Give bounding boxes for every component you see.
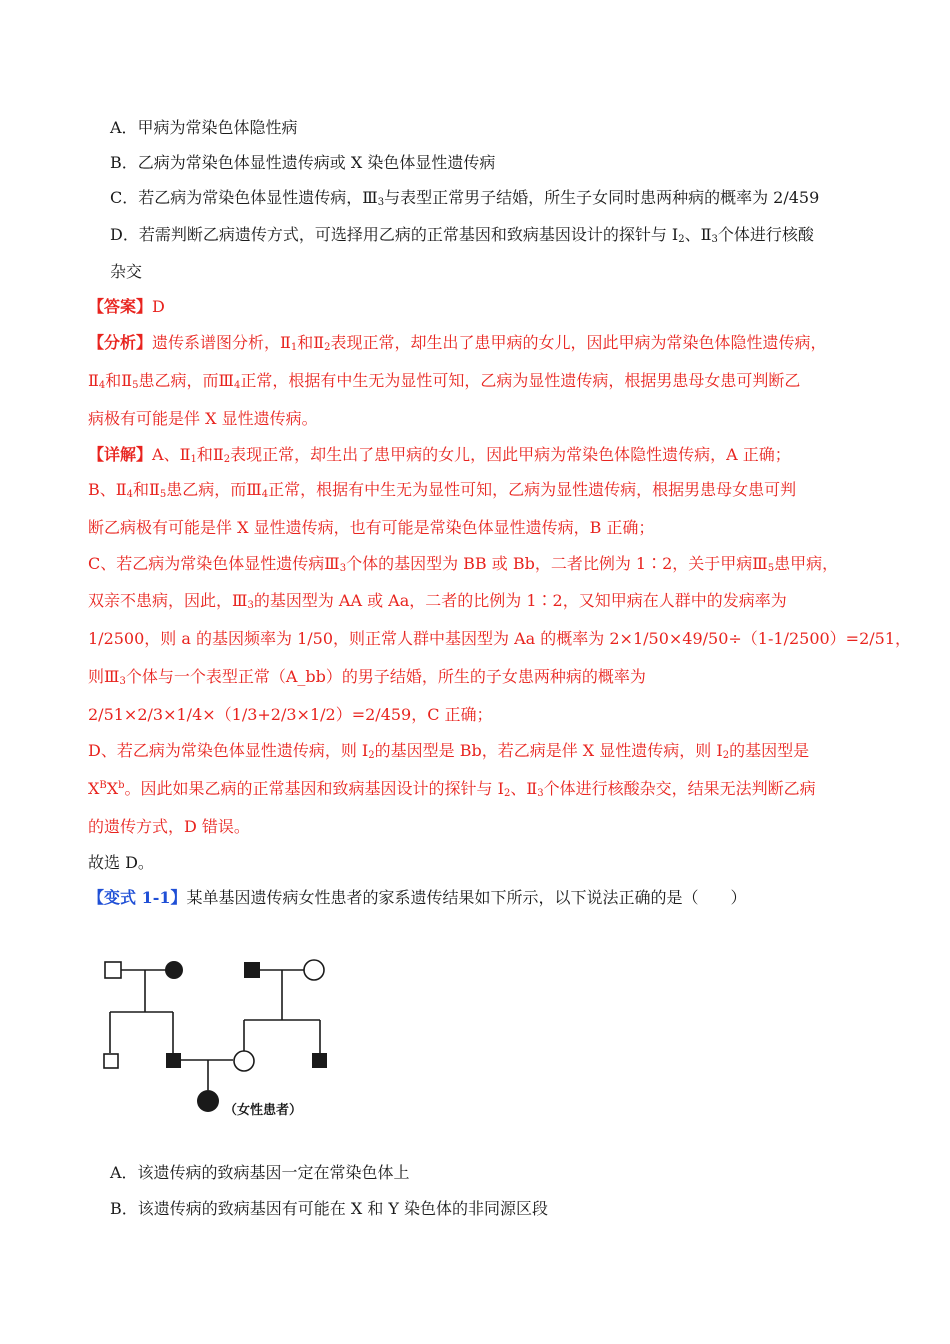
analysis-line-2: $Ⅱ_4$和$Ⅱ_5$患乙病，而$Ⅲ_4$正常，根据有中生无为显性可知，乙病为显性遗传病，根据男患母女患可判断乙 <box>88 371 801 391</box>
detail-c-1: C、若乙病为常染色体显性遗传病$Ⅲ_3$个体的基因型为 BB 或 Bb，二者比例为 1∶2，关于甲病$Ⅲ_5$患甲病， <box>88 554 839 574</box>
detail-d-1: D、若乙病为常染色体显性遗传病，则 $I_2$的基因型是 Bb，若乙病是伴 X 显性遗传病，则 $I_2$的基因型是 <box>88 741 810 761</box>
normal-female-I4 <box>304 960 324 980</box>
detail-d-2: $X^BX^b$。因此如果乙病的正常基因和致病基因设计的探针与 $I_2$、$Ⅱ_3$个体进行核酸杂交，结果无法判断乙病 <box>88 779 816 799</box>
variant-label: 【变式 1-1】 <box>88 888 187 907</box>
pedigree-diagram <box>90 950 350 1130</box>
answer-label: 【答案】 <box>88 297 153 316</box>
option-d: D．若需判断乙病遗传方式，可选择用乙病的正常基因和致病基因设计的探针与 $I_2$、$Ⅱ_3$个体进行核酸 <box>110 225 814 245</box>
affected-female-I2 <box>165 961 183 979</box>
affected-male-II4 <box>312 1053 327 1068</box>
answer-value: D <box>152 297 165 316</box>
detail-b-2: 断乙病极有可能是伴 X 显性遗传病，也有可能是常染色体显性遗传病，B 正确； <box>88 518 655 537</box>
detail-b-1: B、$Ⅱ_4$和$Ⅱ_5$患乙病，而$Ⅲ_4$正常，根据有中生无为显性可知，乙病为显性遗传病，根据男患母女患可判 <box>88 480 797 500</box>
variant-question: 【变式 1-1】某单基因遗传病女性患者的家系遗传结果如下所示，以下说法正确的是（ ） <box>88 888 747 907</box>
detail-d-3: 的遗传方式，D 错误。 <box>88 817 250 836</box>
detail-a: 【详解】A、$Ⅱ_1$和$Ⅱ_2$表现正常，却生出了患甲病的女儿，因此甲病为常染色体隐性遗传病，A 正确； <box>88 445 791 465</box>
variant-option-b: B．该遗传病的致病基因有可能在 X 和 Y 染色体的非同源区段 <box>110 1199 549 1218</box>
option-a: A．甲病为常染色体隐性病 <box>110 118 298 137</box>
affected-female-III1 <box>197 1090 219 1112</box>
detail-c-2: 双亲不患病，因此，$Ⅲ_3$的基因型为 AA 或 Aa，二者的比例为 1∶2，又知甲病在人群中的发病率为 <box>88 591 787 611</box>
option-d-continued: 杂交 <box>110 262 143 281</box>
detail-c-3: 1/2500，则 a 的基因频率为 1/50，则正常人群中基因型为 Aa 的概率为 2×1/50×49/50÷（1-1/2500）=2/51， <box>88 629 912 648</box>
affected-male-II2 <box>166 1053 181 1068</box>
analysis-line-3: 病极有可能是伴 X 显性遗传病。 <box>88 409 318 428</box>
detail-c-4: 则$Ⅲ_3$个体与一个表型正常（A_bb）的男子结婚，所生的子女患两种病的概率为 <box>88 667 646 687</box>
normal-female-II3 <box>234 1051 254 1071</box>
conclusion: 故选 D。 <box>88 853 154 872</box>
normal-male-II1 <box>104 1054 118 1068</box>
detail-c-5: 2/51×2/3×1/4×（1/3+2/3×1/2）=2/459，C 正确； <box>88 705 493 724</box>
affected-male-I3 <box>244 962 260 978</box>
variant-option-a: A．该遗传病的致病基因一定在常染色体上 <box>110 1163 410 1182</box>
answer-line <box>88 296 165 318</box>
pedigree-caption: （女性患者） <box>224 1103 303 1118</box>
analysis-line-1: 【分析】遗传系谱图分析，$Ⅱ_1$和$Ⅱ_2$表现正常，却生出了患甲病的女儿，因此甲病为常染色体隐性遗传病， <box>88 333 827 353</box>
normal-male-I1 <box>105 962 121 978</box>
option-c: C．若乙病为常染色体显性遗传病，$Ⅲ_3$与表型正常男子结婚，所生子女同时患两种病的概率为 2/459 <box>110 188 820 208</box>
option-b: B．乙病为常染色体显性遗传病或 X 染色体显性遗传病 <box>110 153 496 172</box>
